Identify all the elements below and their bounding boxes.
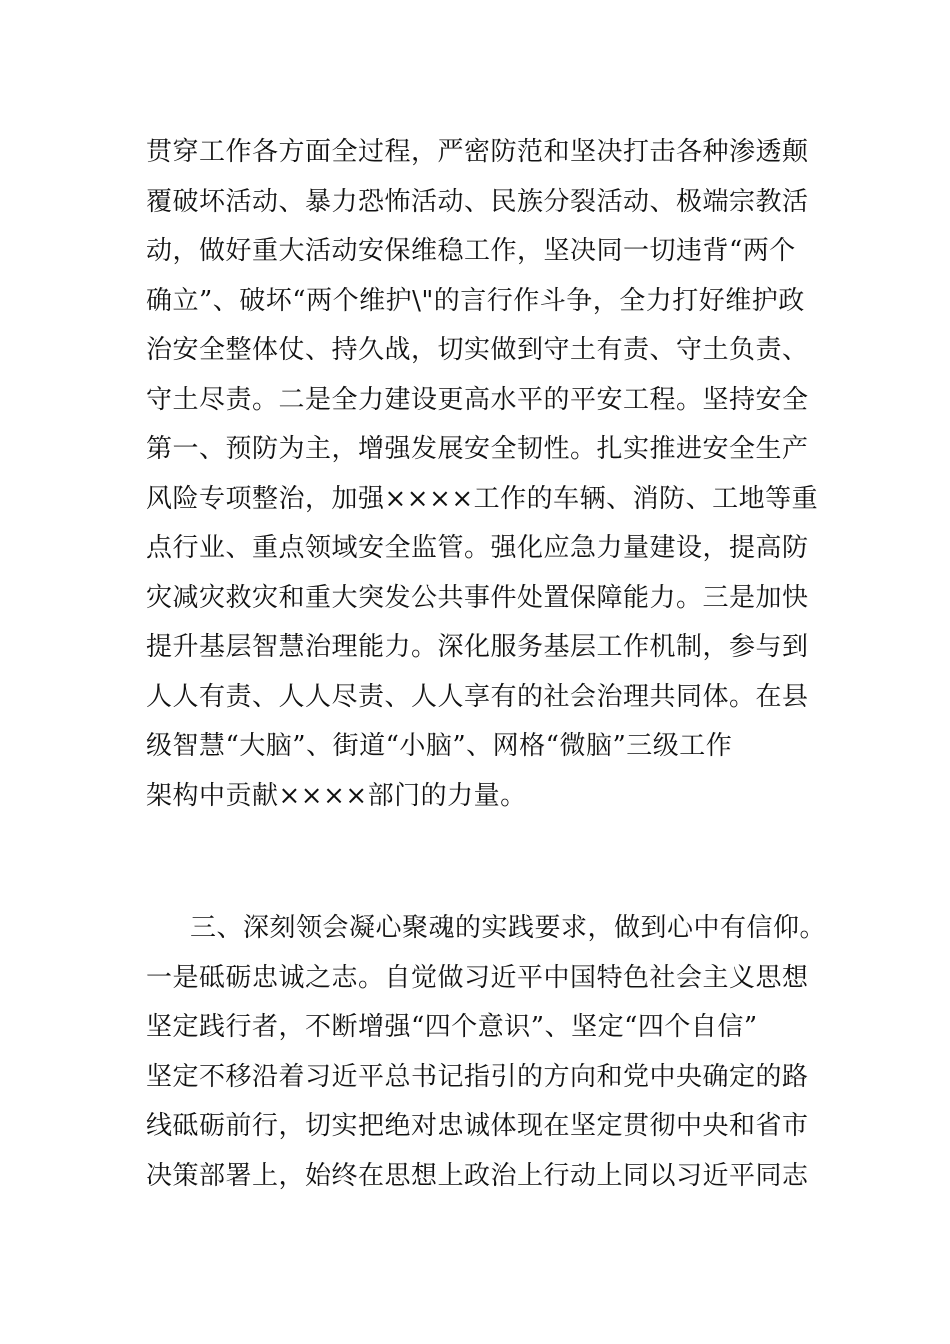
text-line: 风险专项整治，加强××××工作的车辆、消防、工地等重	[146, 483, 819, 514]
text-line: 动，做好重大活动安保维稳工作，坚决同一切违背“两个	[146, 236, 796, 266]
section-heading-line: 三、深刻领会凝心聚魂的实践要求，做到心中有信仰。	[190, 913, 827, 943]
text-line: 治安全整体仗、持久战，切实做到守土有责、守土负责、	[146, 335, 809, 365]
text-line: 级智慧“大脑”、街道“小脑”、网格“微脑”三级工作	[146, 731, 733, 761]
text-line: 第一、预防为主，增强发展安全韧性。扎实推进安全生产	[146, 434, 809, 464]
text-line: 守土尽责。二是全力建设更高水平的平安工程。坚持安全	[146, 384, 809, 415]
text-line: 架构中贡献××××部门的力量。	[146, 780, 527, 811]
text-line: 贯穿工作各方面全过程，严密防范和坚决打击各种渗透颠	[146, 137, 809, 167]
text-line: 灾减灾救灾和重大突发公共事件处置保障能力。三是加快	[146, 582, 809, 613]
text-line: 线砥砺前行，切实把绝对忠诚体现在坚定贯彻中央和省市	[146, 1111, 809, 1141]
text-line: 一是砥砺忠诚之志。自觉做习近平中国特色社会主义思想	[146, 962, 809, 993]
text-line: 提升基层智慧治理能力。深化服务基层工作机制，参与到	[146, 632, 809, 662]
text-line: 坚定践行者，不断增强“四个意识”、坚定“四个自信”	[146, 1012, 758, 1042]
paragraph-2	[146, 904, 826, 1201]
text-line: 人人有责、人人尽责、人人享有的社会治理共同体。在县	[146, 681, 809, 712]
text-line: 坚定不移沿着习近平总书记指引的方向和党中央确定的路	[146, 1061, 809, 1092]
paragraph-1	[146, 128, 826, 821]
text-line: 点行业、重点领域安全监管。强化应急力量建设，提高防	[146, 533, 809, 563]
text-line: 决策部署上，始终在思想上政治上行动上同以习近平同志	[146, 1160, 809, 1191]
text-line: 确立”、破坏“两个维护\"的言行作斗争，全力打好维护政	[146, 285, 805, 316]
text-line: 覆破坏活动、暴力恐怖活动、民族分裂活动、极端宗教活	[146, 186, 809, 217]
